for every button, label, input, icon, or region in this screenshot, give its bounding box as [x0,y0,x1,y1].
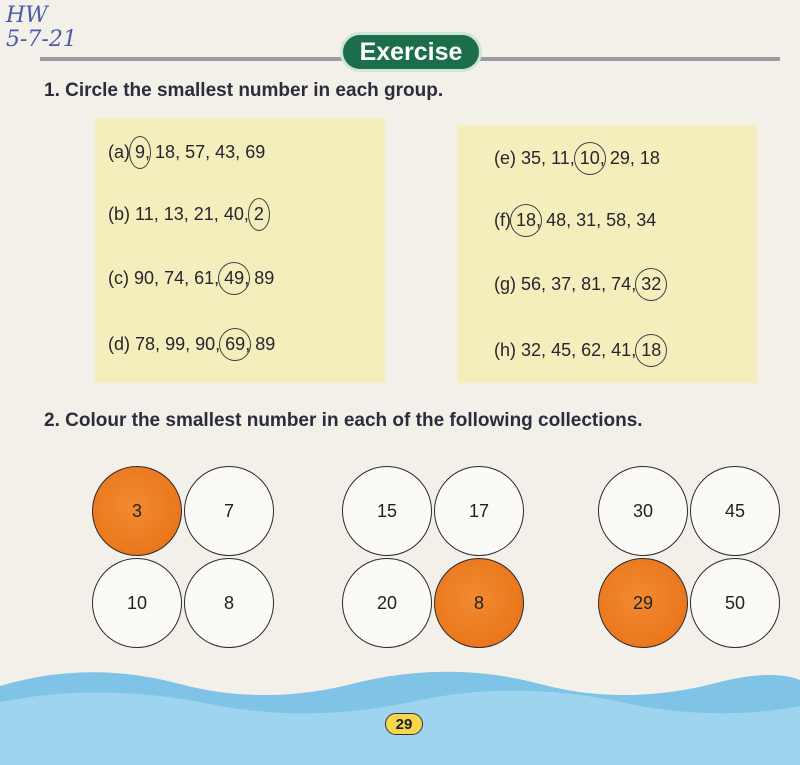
number: 11 [135,204,154,224]
number: 89 [254,268,275,288]
number: 32 [521,340,542,360]
item-label: (g) [494,274,516,294]
number-circle: 15 [342,466,432,556]
number: 74 [164,268,185,288]
number: 41 [611,340,632,360]
number: 57 [185,142,206,162]
number: 35 [521,148,542,168]
q1-item-b: (b) 11, 13, 21, 40, 2 [108,204,264,224]
q1-item-a: (a) 9, 18, 57, 43, 69 [108,142,266,162]
number: 61 [194,268,215,288]
number: 78 [135,334,156,354]
handwritten-note [6,4,77,52]
q1-item-e: (e) 35, 11, 10, 29, 18 [494,148,660,168]
collection-3 [598,466,784,652]
collection-1 [92,466,278,652]
q1-item-h: (h) 32, 45, 62, 41, 18 [494,340,662,360]
number-circle: 30 [598,466,688,556]
number: 18 [155,142,176,162]
item-label: (c) [108,268,129,288]
item-label: (h) [494,340,516,360]
circled-number: 49 [224,268,245,288]
number-circle: 8 [184,558,274,648]
item-label: (a) [108,142,130,162]
number: 18 [639,148,660,168]
q1-item-g: (g) 56, 37, 81, 74, 32 [494,274,662,294]
number: 45 [551,340,572,360]
item-label: (b) [108,204,130,224]
number: 90 [195,334,216,354]
number: 31 [576,210,597,230]
number-circle: 7 [184,466,274,556]
circled-number: 69 [225,334,246,354]
collection-2 [342,466,528,652]
handwritten-date: 5-7-21 [6,27,77,52]
circled-number: 9 [135,142,146,162]
number: 43 [215,142,236,162]
number: 29 [609,148,630,168]
number: 34 [636,210,657,230]
item-label: (d) [108,334,130,354]
number: 62 [581,340,602,360]
number: 69 [245,142,266,162]
circled-number: 2 [253,204,264,224]
handwritten-hw: HW [6,3,48,28]
circled-number: 18 [516,210,537,230]
item-label: (f) [494,210,511,230]
q1-item-f: (f) 18, 48, 31, 58, 34 [494,210,657,230]
item-label: (e) [494,148,516,168]
exercise-badge: Exercise [340,32,482,72]
number-circle: 20 [342,558,432,648]
number: 74 [611,274,632,294]
number: 21 [193,204,214,224]
question-1-title: 1. Circle the smallest number in each group. [44,80,444,101]
number: 89 [255,334,276,354]
number: 90 [134,268,155,288]
q1-item-d: (d) 78, 99, 90, 69, 89 [108,334,276,354]
number: 56 [521,274,542,294]
number: 81 [581,274,602,294]
number-circle: 50 [690,558,780,648]
question-2-title: 2. Colour the smallest number in each of the following collections. [44,410,643,431]
coloured-circle: 8 [434,558,524,648]
number: 40 [223,204,244,224]
coloured-circle: 3 [92,466,182,556]
page-number: 29 [385,713,423,735]
number: 11 [551,148,570,168]
q1-item-c: (c) 90, 74, 61, 49, 89 [108,268,275,288]
number: 99 [165,334,186,354]
number: 13 [163,204,184,224]
number: 58 [606,210,627,230]
number-circle: 17 [434,466,524,556]
number-circle: 10 [92,558,182,648]
circled-number: 32 [641,274,662,294]
circled-number: 10 [579,148,600,168]
number-circle: 45 [690,466,780,556]
coloured-circle: 29 [598,558,688,648]
number: 48 [546,210,567,230]
number: 37 [551,274,572,294]
circled-number: 18 [641,340,662,360]
